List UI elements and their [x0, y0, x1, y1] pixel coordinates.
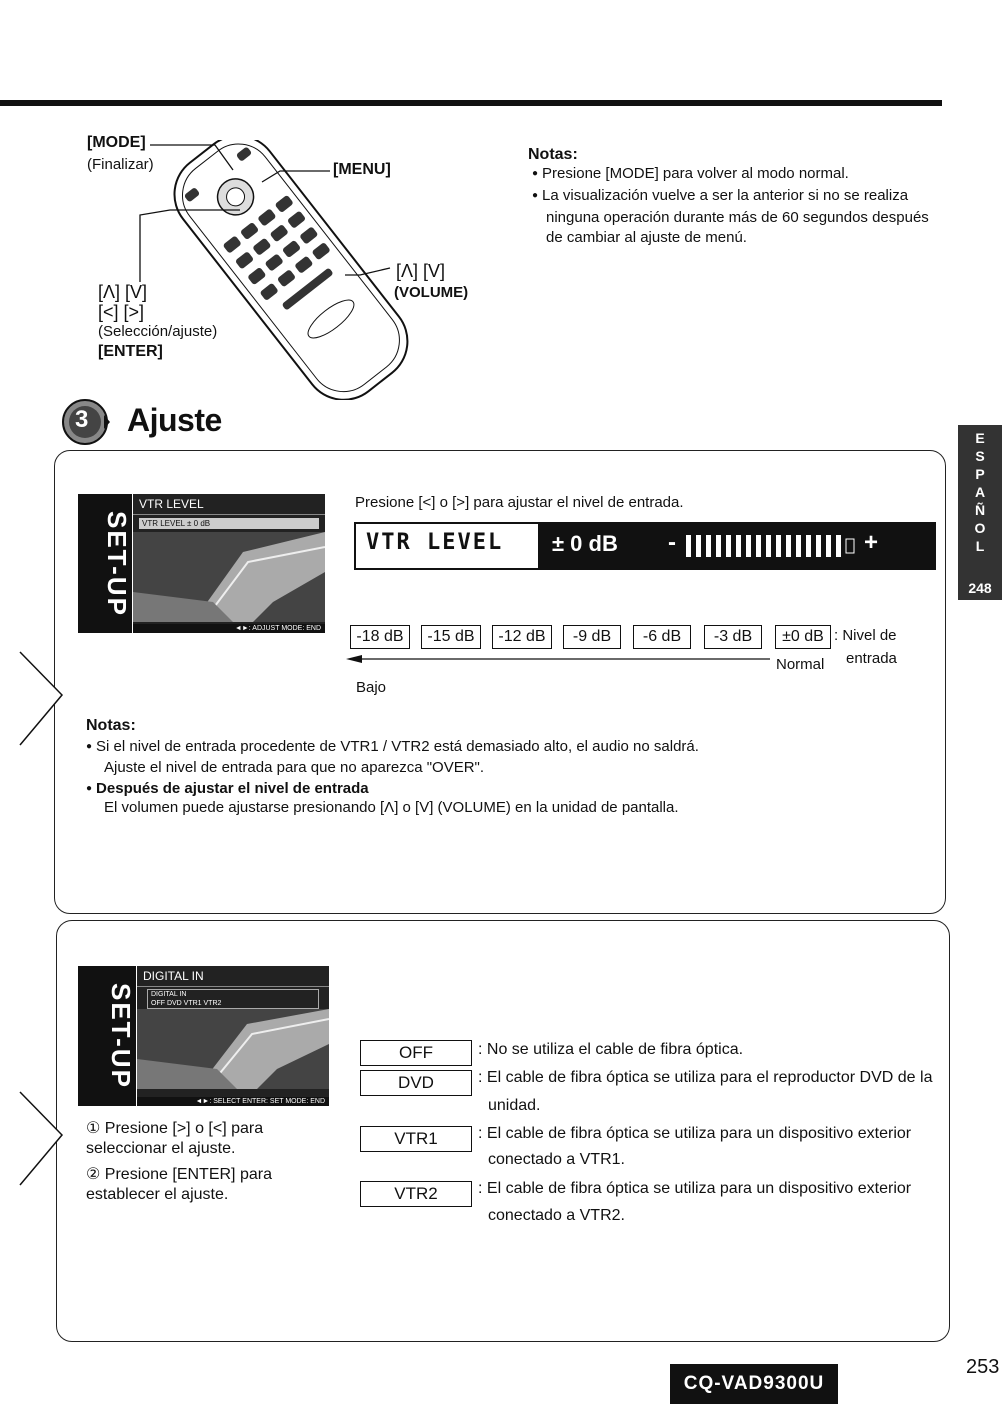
level-caption-1: : Nivel de — [834, 627, 897, 644]
notes-top-item: ● La visualización vuelve a ser la anterior si no se realiza ninguna operación durante más de 60 segundos después de cambiar al ajuste de menú. — [532, 186, 948, 248]
option-off-box: OFF — [360, 1040, 472, 1066]
option-off-desc: : No se utiliza el cable de fibra óptica. — [478, 1041, 744, 1058]
panel2-step2: ② Presione [ENTER] para establecer el ajuste. — [86, 1166, 272, 1203]
level-low-label: Bajo — [356, 679, 387, 696]
side-tab-letter: O — [974, 520, 986, 536]
page-number: 253 — [966, 1356, 1000, 1378]
level-box-normal: ±0 dB — [775, 625, 831, 649]
section-title: Ajuste — [127, 402, 222, 438]
remote-mode-sub: (Finalizar) — [87, 156, 154, 173]
screen-title: VTR LEVEL — [133, 494, 325, 515]
panel1-instruction: Presione [<] o [>] para ajustar el nivel de entrada. — [355, 494, 684, 511]
panel1-setup-bar: SET-UP — [78, 494, 132, 633]
side-tab-letter: Ñ — [974, 502, 986, 518]
option-vtr2-desc-2: conectado a VTR2. — [488, 1207, 625, 1224]
panel1-note1-a: ● Si el nivel de entrada procedente de VTR1 / VTR2 está demasiado alto, el audio no saldrá. — [86, 737, 699, 759]
remote-mode-label: [MODE] — [87, 134, 146, 151]
notes-top-item: ● Presione [MODE] para volver al modo normal. — [532, 164, 948, 186]
level-box: -3 dB — [704, 625, 762, 649]
display-level-meter — [684, 531, 864, 561]
screen-background-image — [133, 532, 325, 622]
screen-row1: DIGITAL IN — [147, 989, 319, 999]
section-number: 3 — [75, 406, 89, 433]
panel2-arrow-icon — [18, 1090, 68, 1190]
option-dvd-desc: : El cable de fibra óptica se utiliza para el reproductor DVD de la — [478, 1069, 933, 1086]
remote-menu-label: [MENU] — [333, 161, 391, 178]
display-plus: + — [864, 529, 879, 556]
screen-row: VTR LEVEL ± 0 dB — [139, 518, 319, 529]
level-box: -18 dB — [350, 625, 410, 649]
panel1-notes-title: Notas: — [86, 717, 136, 734]
digital-in-screen — [137, 966, 329, 1106]
panel1-note1-b: Ajuste el nivel de entrada para que no aparezca "OVER". — [104, 759, 485, 776]
level-box: -12 dB — [492, 625, 552, 649]
option-vtr1-box: VTR1 — [360, 1126, 472, 1152]
panel2-step1: ① Presione [>] o [<] para seleccionar el ajuste. — [86, 1120, 264, 1157]
option-vtr1-desc: : El cable de fibra óptica se utiliza para un dispositivo exterior — [478, 1125, 912, 1142]
option-dvd-box: DVD — [360, 1070, 472, 1096]
level-box: -9 dB — [563, 625, 621, 649]
remote-vol-arrows: [Λ] [V] — [396, 261, 446, 281]
screen-footer: ◄►: SELECT ENTER: SET MODE: END — [137, 1097, 329, 1106]
notes-top-title: Notas: — [528, 146, 578, 163]
notes-top — [528, 146, 948, 248]
display-minus: - — [668, 529, 676, 556]
level-normal-label: Normal — [776, 656, 825, 673]
remote-select-sub: (Selección/ajuste) — [98, 323, 218, 340]
panel1-note2-title: ● Después de ajustar el nivel de entrada — [86, 779, 369, 801]
side-tab-letter: L — [975, 538, 985, 554]
remote-arrows-leftright: [<] [>] — [98, 302, 145, 322]
option-vtr1-desc-2: conectado a VTR1. — [488, 1151, 625, 1168]
screen-footer: ◄►: ADJUST MODE: END — [133, 624, 325, 633]
option-dvd-desc-2: unidad. — [488, 1097, 541, 1114]
vtr-level-screen — [133, 494, 325, 633]
panel1-note2-text: El volumen puede ajustarse presionando [Λ] o [V] (VOLUME) en la unidad de pantalla. — [104, 799, 679, 816]
panel2-setup-bar: SET-UP — [78, 966, 136, 1106]
remote-leader-lines — [0, 0, 520, 420]
option-vtr2-box: VTR2 — [360, 1181, 472, 1207]
screen-title: DIGITAL IN — [137, 966, 329, 987]
vtr-level-display — [354, 522, 936, 570]
side-tab-letter: A — [974, 484, 986, 500]
option-vtr2-desc: : El cable de fibra óptica se utiliza para un dispositivo exterior — [478, 1180, 912, 1197]
model-badge: CQ-VAD9300U — [670, 1364, 838, 1404]
display-label: VTR LEVEL — [366, 530, 504, 555]
screen-background-image — [137, 1009, 329, 1089]
side-language-tab — [958, 425, 1002, 600]
remote-arrows-updown: [Λ] [V] — [98, 282, 148, 302]
level-box: -6 dB — [633, 625, 691, 649]
side-tab-letter: P — [975, 466, 985, 482]
side-tab-page: 248 — [968, 580, 992, 596]
level-box: -15 dB — [421, 625, 481, 649]
side-tab-letter: S — [975, 448, 985, 464]
level-arrow-line — [346, 653, 772, 665]
panel1-arrow-icon — [18, 650, 68, 750]
remote-vol-label: (VOLUME) — [394, 284, 469, 301]
side-tab-letter: E — [975, 430, 985, 446]
display-value: ± 0 dB — [552, 531, 618, 556]
screen-row2: OFF DVD VTR1 VTR2 — [147, 999, 319, 1009]
remote-enter-label: [ENTER] — [98, 343, 163, 360]
level-caption-2: entrada — [846, 650, 897, 667]
